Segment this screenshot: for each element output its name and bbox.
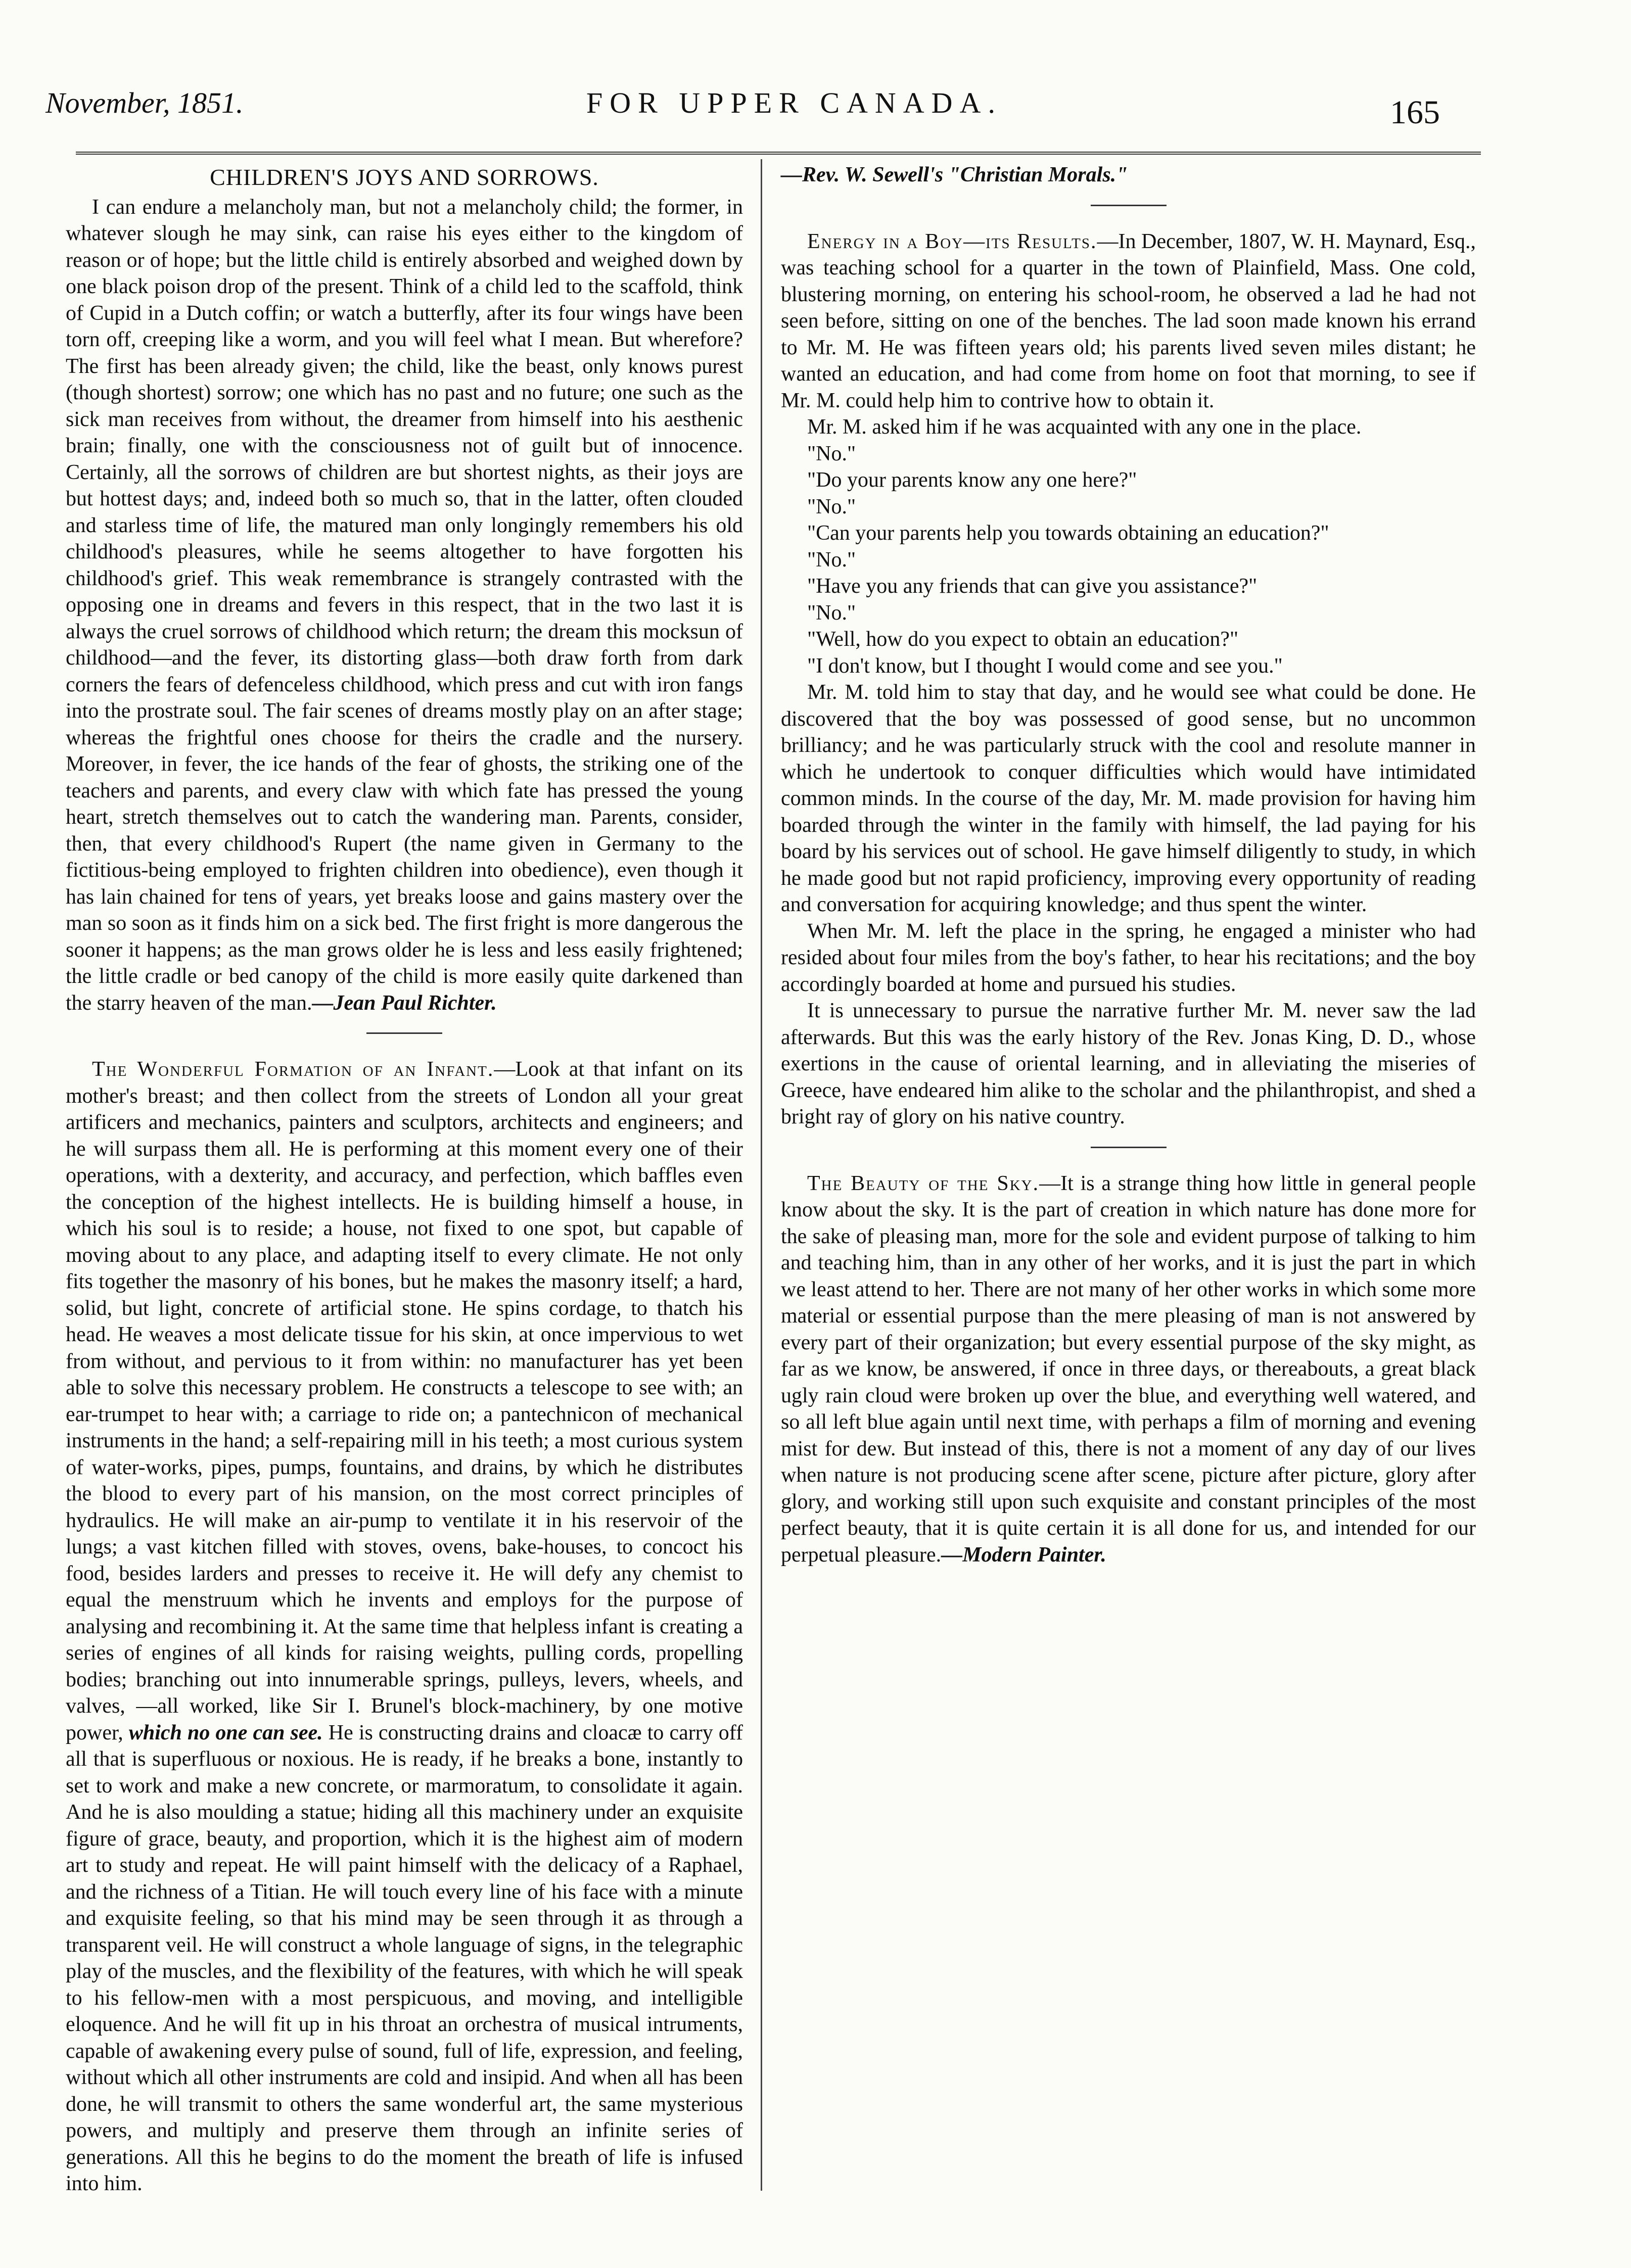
article-paragraph: It is unnecessary to pursue the narrative further Mr. M. never saw the lad afterwards. But this was the early history of the Rev. Jonas King, D. D., whose exertions in the cause of oriental learning, and in alleviating the miseries of Greece, have endeared him alike to the scholar and the philanthropist, and shed a bright ray of glory on his native country. [781, 999, 1476, 1128]
issue-date: November, 1851. [45, 86, 244, 119]
article-heading: The Wonderful Formation of an Infant. [92, 1058, 494, 1081]
column-divider [761, 159, 762, 2191]
article-sky [781, 1170, 1476, 1569]
right-column [781, 162, 1476, 1568]
article-body [66, 194, 743, 1017]
section-separator [1091, 205, 1167, 206]
attribution: —Modern Painter. [941, 1543, 1106, 1567]
dialogue-line: "No." [807, 442, 856, 465]
section-separator [366, 1032, 442, 1034]
article-energy [781, 228, 1476, 1130]
section-separator [1091, 1147, 1167, 1148]
dialogue-line: "No." [807, 495, 856, 518]
attribution: —Jean Paul Richter. [312, 991, 497, 1015]
attribution: —Rev. W. Sewell's "Christian Morals." [781, 163, 1128, 186]
article-body [66, 1056, 743, 2197]
dialogue-line: "No." [807, 601, 856, 625]
body-text: —In December, 1807, W. H. Maynard, Esq., was teaching school for a quarter in the town of Plainfield, Mass. One cold, blustering morning, on entering his school-room, he observed a lad he had not seen before, sitting on one of the benches. The lad soon made known his errand to Mr. M. He was fifteen years old; his parents lived seven miles distant; he wanted an education, and had come from home on foot that morning, to see if Mr. M. could help him to contrive how to obtain it. [781, 229, 1476, 412]
body-text: I can endure a melancholy man, but not a melancholy child; the former, in whatever slough he may sink, can raise his eyes either to the kingdom of reason or of hope; but the little child is entirely absorbed and weighed down by one black poison drop of the present. Think of a child led to the scaffold, think of Cupid in a Dutch coffin; or watch a butterfly, after its four wings have been torn off, creeping like a worm, and you will feel what I mean. But wherefore? The first has been already given; the child, like the beast, only knows purest (though shortest) sorrow; one which has no past and no future; one such as the sick man receives from without, the dreamer from himself into his aesthenic brain; finally, one with the consciousness not of guilt but of innocence. Certainly, all the sorrows of children are but shortest nights, as their joys are but hottest days; and, indeed both so much so, that in the latter, often clouded and starless time of life, the matured man only longingly remembers his old childhood's pleasures, while he seems altogether to have forgotten his childhood's grief. This weak remembrance is strangely contrasted with the opposing one in dreams and fevers in this respect, that in the two last it is always the cruel sorrows of childhood which return; the dream this mocksun of childhood—and the fever, its distorting glass—both draw forth from dark corners the fears of defenceless childhood, which press and cut with iron fangs into the prostrate soul. The fair scenes of dreams mostly play on an after stage; whereas the frightful ones choose for theirs the cradle and the nursery. Moreover, in fever, the ice hands of the fear of ghosts, the striking one of the teachers and parents, and every claw with which fate has pressed the young heart, stretch themselves out to catch the wandering man. Parents, consider, then, that every childhood's Rupert (the name given in Germany to the fictitious-being employed to frighten children into obedience), even though it has lain chained for tens of years, yet breaks loose and gains mastery over the man so soon as it finds him on a sick bed. The first fright is more dangerous the sooner it happens; as the man grows older he is less and less easily frightened; the little cradle or bed canopy of the child is more easily quite darkened than the starry heaven of the man. [66, 195, 743, 1015]
dialogue-line: "No." [807, 548, 856, 572]
article-heading: The Beauty of the Sky. [807, 1171, 1040, 1195]
page-number: 165 [1390, 94, 1440, 131]
page-header [45, 76, 1461, 141]
article-intro [781, 228, 1476, 414]
body-text: —Look at that infant on its mother's breast; and then collect from the streets of London all your great artificers and mechanics, painters and sculptors, architects and engineers; and he will surpass them all. He is performing at this moment every one of their operations, with a dexterity, and accuracy, and perfection, which baffles even the conception of the highest intellects. He is building himself a house, in which his soul is to reside; a house, not fixed to one spot, but capable of moving about to any place, and adapting itself to every climate. He not only fits together the masonry of his bones, but he makes the masonry itself; a hard, solid, but light, concrete of artificial stone. He spins cordage, to thatch his head. He weaves a most delicate tissue for his skin, at once impervious to wet from without, and pervious to it from within: no manufacturer has yet been able to solve this necessary problem. He constructs a telescope to see with; an ear-trumpet to hear with; a carriage to ride on; a pantechnicon of mechanical instruments in the hand; a self-repairing mill in his teeth; a most curious system of water-works, pipes, pumps, fountains, and drains, by which he distributes the blood to every part of his mansion, on the most correct principles of hydraulics. He will make an air-pump to ventilate it in his reservoir of the lungs; a vast kitchen filled with stoves, ovens, bake-houses, to concoct his food, besides larders and presses to receive it. He will defy any chemist to equal the menstruum which he invents and employs for the purpose of analysing and recombining it. At the same time that helpless infant is creating a series of engines of all kinds for raising weights, pulling cords, propelling bodies; branching out into innumerable springs, pulleys, levers, wheels, and valves, —all worked, like Sir I. Brunel's block-machinery, by one motive power, [66, 1058, 743, 1744]
running-title: FOR UPPER CANADA. [586, 86, 1002, 119]
body-text: —It is a strange thing how little in general people know about the sky. It is the part of creation in which nature has done more for the sake of pleasing man, more for the sole and evident purpose of talking to him and teaching him, than in any other of her works, and it is just the part in which we least attend to her. There are not many of her other works in which some more material or essential purpose than the mere pleasing of man is not answered by every part of their organization; but every essential purpose of the sky might, as far as we know, be answered, if once in three days, or thereabouts, a great black ugly rain cloud were broken up over the blue, and everything well watered, and so all left blue again until next time, with perhaps a film of morning and evening mist for dew. But instead of this, there is not a moment of any day of our lives when nature is not producing scene after scene, picture after picture, glory after glory, and working still upon such exquisite and constant principles of the most perfect beauty, that it is quite certain it is all done for us, and intended for our perpetual pleasure. [781, 1171, 1476, 1567]
dialogue-line: "I don't know, but I thought I would come and see you." [807, 654, 1283, 678]
article-body [781, 1170, 1476, 1569]
article-childrens-joys [66, 164, 743, 1016]
article-continuation [781, 162, 1476, 188]
article-infant [66, 1056, 743, 2197]
article-heading: Energy in a Boy—its Results. [807, 229, 1097, 253]
article-title: CHILDREN'S JOYS AND SORROWS. [210, 164, 599, 190]
body-text-continued: He is constructing drains and cloacæ to carry off all that is superfluous or noxious. He is ready, if he breaks a bone, instantly to set to work and make a new concrete, or marmoratum, to consolidate it again. And he is also moulding a statue; hiding all this machinery under an exquisite figure of grace, beauty, and proportion, which it is the highest aim of modern art to study and repeat. He will paint himself with the delicacy of a Raphael, and the richness of a Titian. He will touch every line of his face with a minute and exquisite feeling, so that his mind may be seen through it as through a transparent veil. He will construct a whole language of signs, in the telegraphic play of the muscles, and the flexibility of the features, with which he will speak to his fellow-men with a most perspicuous, and moving, and intelligible eloquence. And he will fit up in his throat an orchestra of musical intruments, capable of awakening every pulse of sound, full of life, expression, and feeling, without which all other instruments are cold and insipid. And when all has been done, he will transmit to others the same wonderful art, the same mysterious powers, and multiply and preserve them through an infinite series of generations. All this he begins to do the moment the breath of life is infused into him. [66, 1721, 743, 2195]
left-column [66, 164, 743, 2197]
emphasis-text: which no one can see. [128, 1721, 323, 1744]
header-rule [76, 152, 1481, 155]
article-paragraph: Mr. M. asked him if he was acquainted with any one in the place. [807, 415, 1362, 439]
dialogue-line: "Have you any friends that can give you assistance?" [807, 575, 1257, 598]
dialogue-line: "Can your parents help you towards obtaining an education?" [807, 522, 1329, 545]
article-paragraph: When Mr. M. left the place in the spring, he engaged a minister who had resided about four miles from the boy's father, to hear his recitations; and the boy accordingly boarded at home and pursued his studies. [781, 919, 1476, 996]
article-paragraph: Mr. M. told him to stay that day, and he would see what could be done. He discovered that the boy was possessed of good sense, but no uncommon brilliancy; and he was particularly struck with the cool and resolute manner in which he undertook to conquer difficulties which would have intimidated common minds. In the course of the day, Mr. M. made provision for having him boarded through the winter in the family with himself, the lad paying for his board by his services out of school. He gave himself diligently to study, in which he made good but not rapid proficiency, improving every opportunity of reading and conversation for acquiring knowledge; and thus spent the winter. [781, 681, 1476, 916]
dialogue-line: "Do your parents know any one here?" [807, 468, 1137, 492]
dialogue-line: "Well, how do you expect to obtain an education?" [807, 628, 1239, 651]
